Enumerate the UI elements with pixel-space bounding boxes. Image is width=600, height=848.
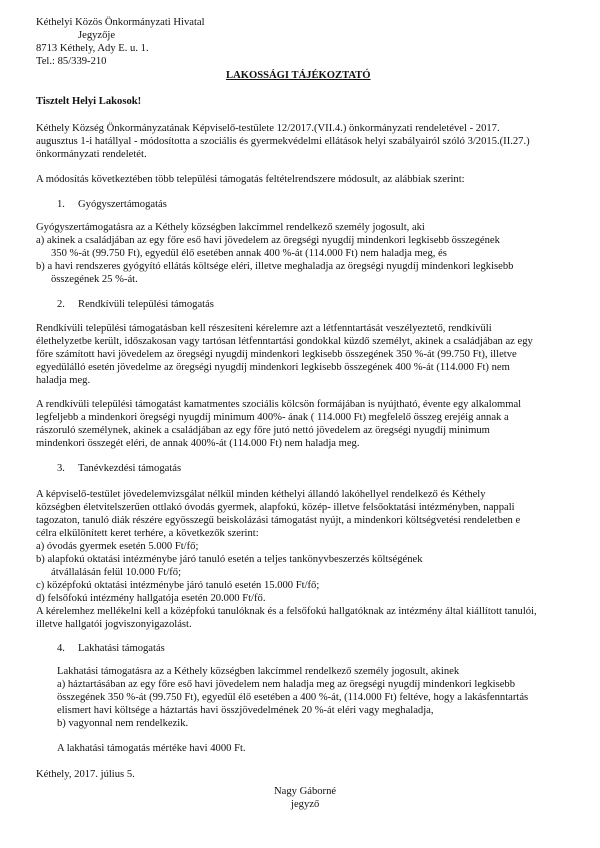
section-3-line: c) középfokú oktatási intézménybe járó tanuló esetén 15.000 Ft/fő; bbox=[36, 580, 320, 591]
section-1-heading: Gyógyszertámogatás bbox=[78, 199, 167, 210]
section-2-para1-line: élethelyzetbe került, időszakosan vagy tartósan létfenntartási gondokkal küzdő személyt, akinek a családjában az egy bbox=[36, 336, 533, 347]
signer-role: jegyző bbox=[291, 799, 320, 810]
signer-name: Nagy Gáborné bbox=[274, 786, 337, 797]
section-2-para2-line: legfeljebb a mindenkori öregségi nyugdíj minimum 400%- ának ( 114.000 Ft) megfelelő összeg erejéig annak a bbox=[36, 412, 509, 423]
section-2-para1-line: egyedülálló esetén jövedelme az öregségi nyugdíj mindenkori legkisebb összegének 400 %-át (114.000 Ft) nem bbox=[36, 362, 510, 373]
org-phone: Tel.: 85/339-210 bbox=[36, 56, 107, 67]
section-3-line: b) alapfokú oktatási intézménybe járó tanuló esetén a teljes tankönyvbeszerzés költségének bbox=[36, 554, 423, 565]
document-date: Kéthely, 2017. július 5. bbox=[36, 769, 135, 780]
section-2-para2-line: rászoruló személynek, akinek a családjában az egy főre jutó nettó jövedelem az öregségi nyugdíj minimum bbox=[36, 425, 490, 436]
section-4-heading: Lakhatási támogatás bbox=[78, 643, 165, 654]
section-3-number: 3. bbox=[57, 463, 65, 474]
section-4-line: elismert havi költsége a háztartás havi összjövedelmének 20 %-át eléri vagy meghaladja, bbox=[57, 705, 434, 716]
section-3-line: A képviselő-testület jövedelemvizsgálat nélkül minden kéthelyi állandó lakóhellyel rendelkező és Kéthely bbox=[36, 489, 486, 500]
section-4-amount: A lakhatási támogatás mértéke havi 4000 Ft. bbox=[57, 743, 246, 754]
section-3-line: a) óvodás gyermek esetén 5.000 Ft/fő; bbox=[36, 541, 199, 552]
section-4-line: a) háztartásában az egy főre eső havi jövedelem nem haladja meg az öregségi nyugdíj mindenkori legkisebb bbox=[57, 679, 516, 690]
section-2-para2-line: A rendkívüli települési támogatást kamatmentes szociális kölcsön formájában is nyújtható, évente egy alkalommal bbox=[36, 399, 522, 410]
section-2-number: 2. bbox=[57, 299, 65, 310]
section-1-number: 1. bbox=[57, 199, 65, 210]
section-4-line: Lakhatási támogatásra az a Kéthely községben lakcímmel rendelkező személy jogosult, akinek bbox=[57, 666, 460, 677]
section-2-heading: Rendkívüli települési támogatás bbox=[78, 299, 214, 310]
lead-text: A módosítás következtében több települési támogatás feltételrendszere módosult, az alábbiak szerint: bbox=[36, 174, 465, 185]
org-address: 8713 Kéthely, Ady E. u. 1. bbox=[36, 43, 149, 54]
intro-line: augusztus 1-i hatállyal - módosította a szociális és gyermekvédelmi ellátások helyi szabályairól szóló 3/2015.(II.27.) bbox=[36, 136, 530, 147]
section-3-line: célra elkülönített keret terhére, a következők szerint: bbox=[36, 528, 259, 539]
section-2-para1-line: főre számított havi jövedelem az öregségi nyugdíj mindenkori legkisebb összegének 350 %-át (99.750 Ft), illetve bbox=[36, 349, 517, 360]
section-3-line: d) felsőfokú intézmény hallgatója esetén 20.000 Ft/fő. bbox=[36, 593, 266, 604]
section-2-para1-line: Rendkívüli települési támogatásban kell részesíteni kérelemre azt a létfenntartását veszélyeztető, rendkívüli bbox=[36, 323, 492, 334]
section-4-number: 4. bbox=[57, 643, 65, 654]
section-1-line: összegének 25 %-át. bbox=[51, 274, 138, 285]
section-3-heading: Tanévkezdési támogatás bbox=[78, 463, 182, 474]
section-3-line: tagozaton, tanuló diák részére egyösszegű beiskolázási támogatást nyújt, a mindenkori költségvetési rendeletben e bbox=[36, 515, 521, 526]
intro-line: önkormányzati rendeletét. bbox=[36, 149, 147, 160]
section-2-para1-line: haladja meg. bbox=[36, 375, 91, 386]
greeting: Tisztelt Helyi Lakosok! bbox=[36, 96, 142, 107]
section-1-line: b) a havi rendszeres gyógyító ellátás költsége eléri, illetve meghaladja az öregségi nyugdíj mindenkori legkisebb bbox=[36, 261, 514, 272]
section-1-line: a) akinek a családjában az egy főre eső havi jövedelem az öregségi nyugdíj mindenkori legkisebb összegének bbox=[36, 235, 500, 246]
section-2-para2-line: mindenkori összegét eléri, de annak 400%-át (114.000 Ft) nem haladja meg. bbox=[36, 438, 360, 449]
section-1-line: 350 %-át (99.750 Ft), egyedül élő esetében annak 400 %-át (114.000 Ft) nem haladja meg, és bbox=[51, 248, 447, 259]
intro-line: Kéthely Község Önkormányzatának Képviselő-testülete 12/2017.(VII.4.) önkormányzati rendeletével - 2017. bbox=[36, 123, 500, 134]
section-4-line: összegének 350 %-át (99.750 Ft), egyedül élő esetében a 400 %-át, (114.000 Ft) feltéve, hogy a lakásfenntartás bbox=[57, 692, 529, 703]
document-title: LAKOSSÁGI TÁJÉKOZTATÓ bbox=[226, 70, 371, 81]
org-role: Jegyzője bbox=[78, 30, 116, 41]
section-3-line: átvállalásán felül 10.000 Ft/fő; bbox=[51, 567, 182, 578]
section-1-line: Gyógyszertámogatásra az a Kéthely községben lakcímmel rendelkező személy jogosult, aki bbox=[36, 222, 425, 233]
section-4-line: b) vagyonnal nem rendelkezik. bbox=[57, 718, 189, 729]
org-name: Kéthelyi Közös Önkormányzati Hivatal bbox=[36, 17, 205, 28]
section-3-line: községben életvitelszerűen ottlakó óvodás gyermek, alapfokú, közép- illetve felsőoktatási intézményben, nappali bbox=[36, 502, 515, 513]
section-3-line: illetve hallgatói jogviszonyigazolást. bbox=[36, 619, 192, 630]
section-3-line: A kérelemhez mellékelni kell a középfokú tanulóknak és a felsőfokú hallgatóknak az intézmény által kiállított tanulói, bbox=[36, 606, 537, 617]
